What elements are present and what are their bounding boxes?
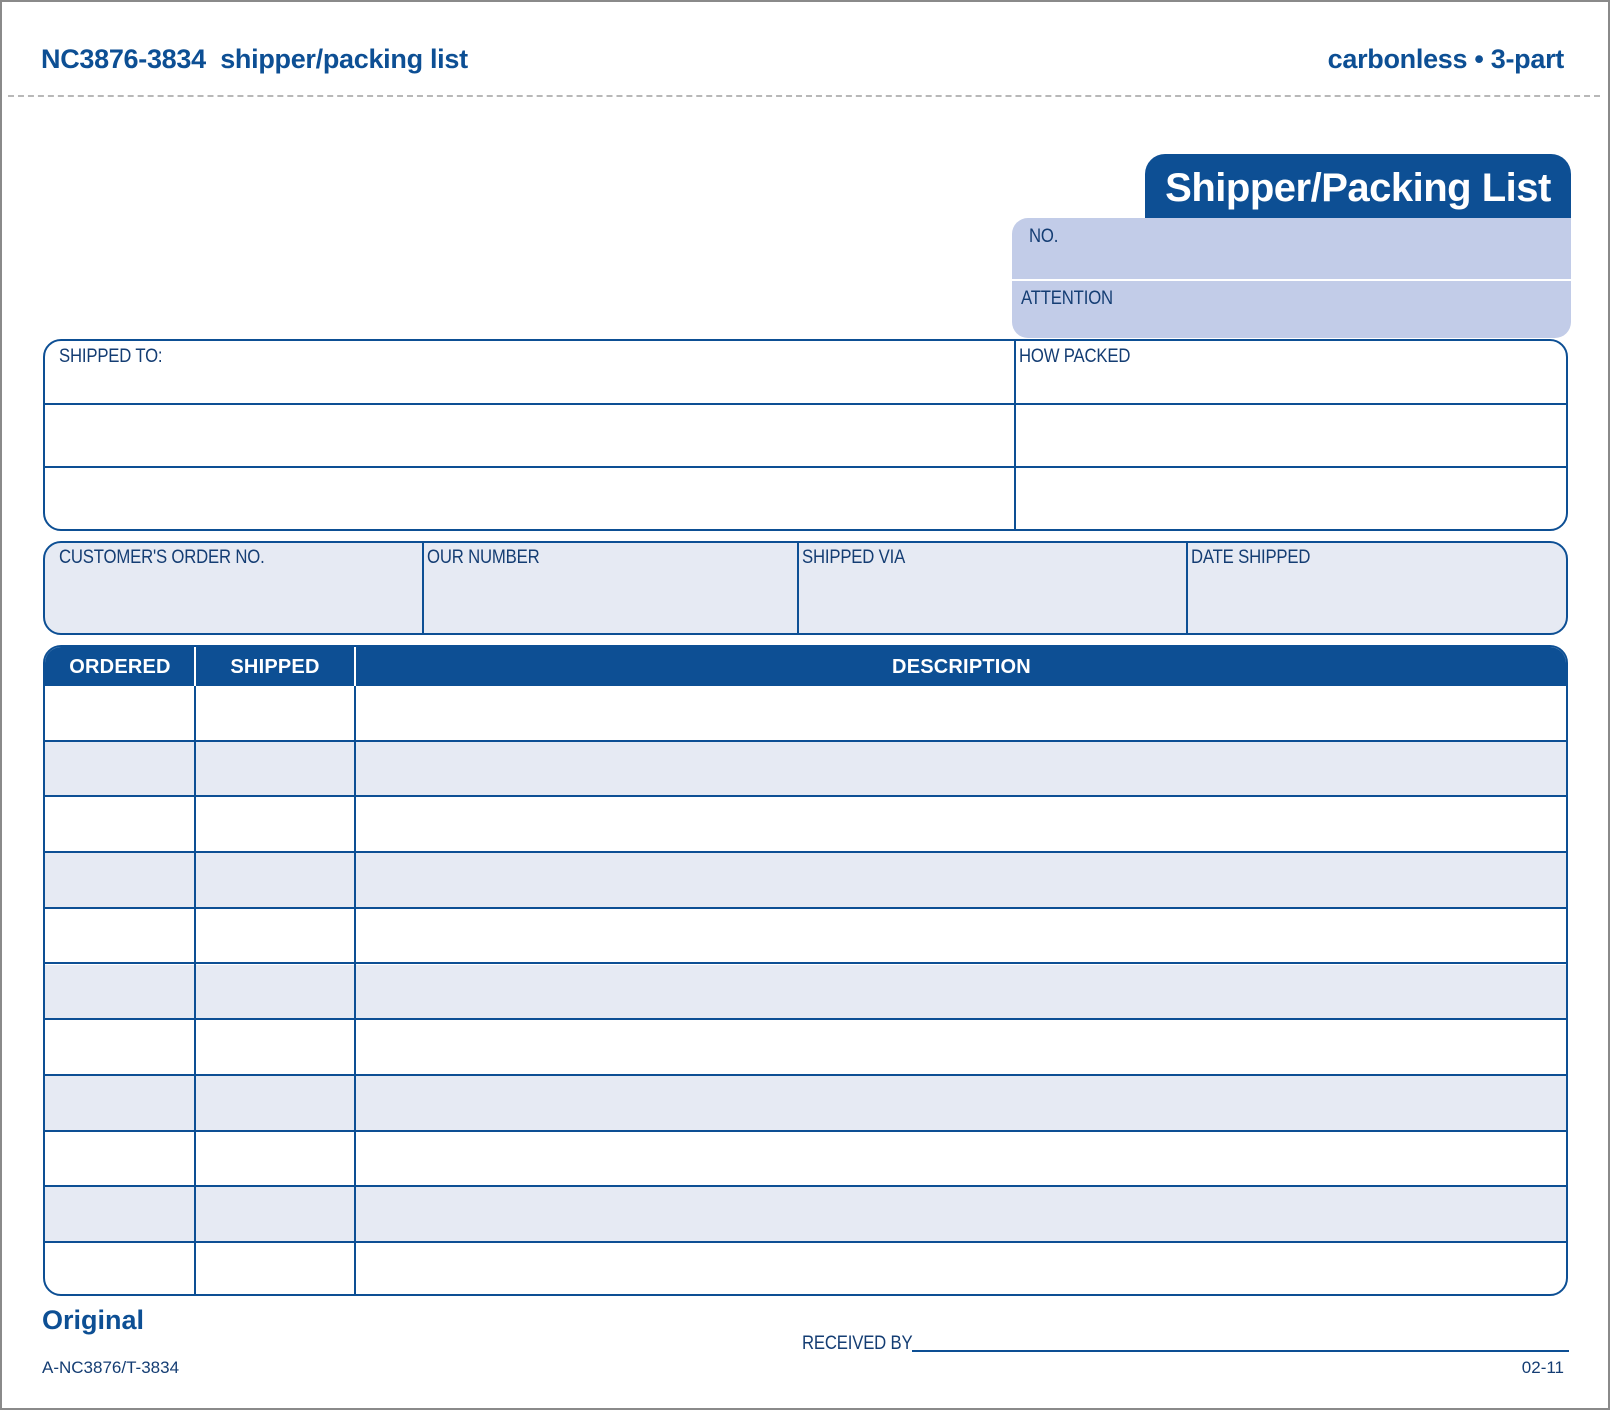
column-header-description: DESCRIPTION <box>892 656 1031 678</box>
no-label: NO. <box>1029 226 1059 247</box>
our-number-label: OUR NUMBER <box>427 547 540 568</box>
copy-label: Original <box>42 1305 145 1335</box>
table-row <box>45 797 1566 853</box>
divider <box>45 403 1566 405</box>
table-row <box>45 686 1566 742</box>
table-row <box>45 965 1566 1021</box>
divider <box>797 543 799 633</box>
table-row <box>45 853 1566 909</box>
table-row <box>45 1243 1566 1296</box>
items-table <box>43 645 1568 1296</box>
divider <box>194 647 196 1294</box>
table-row <box>45 742 1566 798</box>
date-code: 02-11 <box>1521 1358 1564 1377</box>
column-header-shipped: SHIPPED <box>230 656 320 678</box>
divider <box>194 647 196 686</box>
divider <box>422 543 424 633</box>
table-row <box>45 1076 1566 1132</box>
order-info-section <box>43 541 1568 635</box>
shipped-to-section <box>43 339 1568 531</box>
divider <box>354 647 356 686</box>
column-header-ordered: ORDERED <box>69 656 171 678</box>
shipped-to-label: SHIPPED TO: <box>59 346 163 367</box>
received-by-line <box>912 1350 1569 1352</box>
date-shipped-label: DATE SHIPPED <box>1191 547 1311 568</box>
features-text: carbonless • 3-part <box>1327 44 1564 74</box>
product-line-text: NC3876-3834 shipper/packing list <box>41 44 468 74</box>
divider <box>1014 341 1016 529</box>
table-header <box>45 647 1566 686</box>
table-row <box>45 909 1566 965</box>
divider <box>1012 279 1571 281</box>
table-row <box>45 1132 1566 1188</box>
divider <box>354 647 356 1294</box>
perforation-line <box>8 95 1600 97</box>
how-packed-label: HOW PACKED <box>1019 346 1131 367</box>
table-row <box>45 1020 1566 1076</box>
number-attention-box <box>1012 218 1571 338</box>
shipped-via-label: SHIPPED VIA <box>802 547 906 568</box>
form-title: Shipper/Packing List <box>1145 154 1571 220</box>
received-by-label: RECEIVED BY <box>802 1333 913 1354</box>
divider <box>1186 543 1188 633</box>
customer-order-no-label: CUSTOMER'S ORDER NO. <box>59 547 265 568</box>
divider <box>45 466 1566 468</box>
table-row <box>45 1187 1566 1243</box>
attention-label: ATTENTION <box>1021 288 1113 309</box>
form-code: A-NC3876/T-3834 <box>42 1358 180 1377</box>
